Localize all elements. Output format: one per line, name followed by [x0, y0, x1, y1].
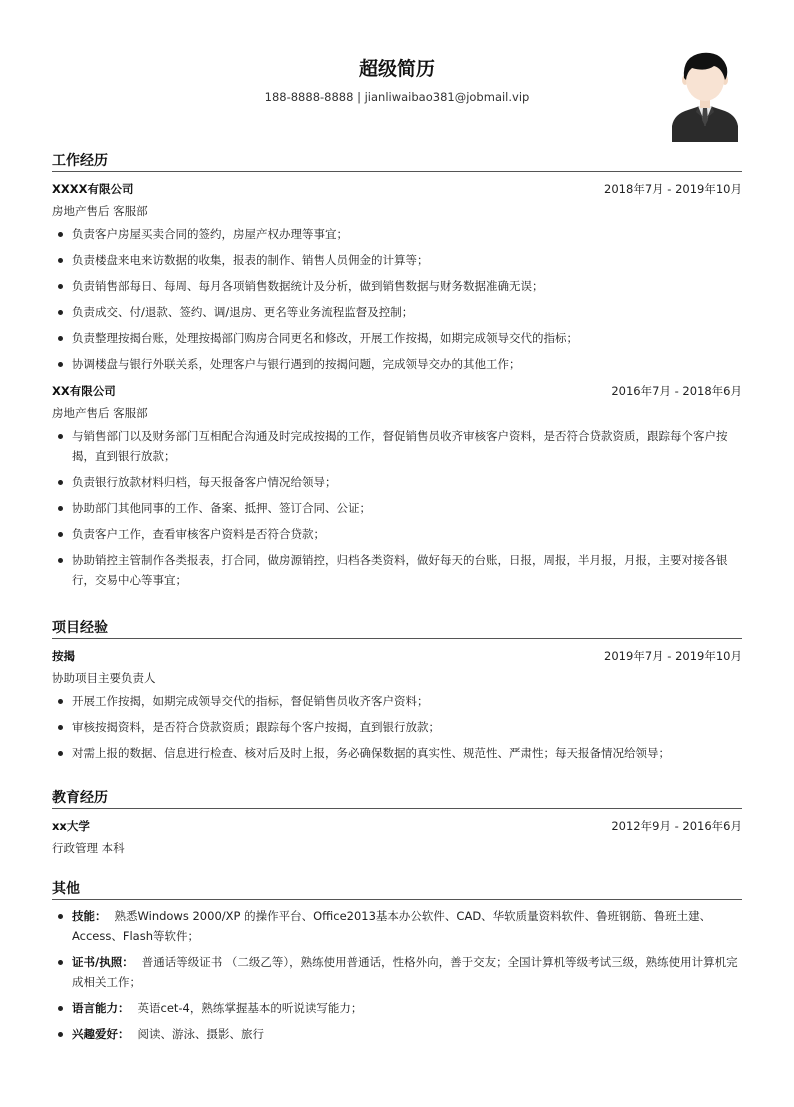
list-item	[52, 524, 742, 544]
duties-list	[52, 426, 742, 590]
list-item	[52, 354, 742, 374]
item-text: 对需上报的数据、信息进行检查、核对后及时上报，务必确保数据的真实性、规范性、严肃性；每天报备情况给领导；	[72, 746, 670, 760]
bullet-icon	[58, 336, 63, 341]
item-label: 兴趣爱好：	[72, 1027, 130, 1041]
item-text: 开展工作按揭，如期完成领导交代的指标，督促销售员收齐客户资料；	[72, 694, 429, 708]
date-range: 2012年9月 - 2016年6月	[611, 819, 742, 833]
item-label: 证书/执照：	[72, 955, 134, 969]
item-text: 英语cet-4，熟练掌握基本的听说读写能力；	[137, 1001, 363, 1015]
bullet-icon	[58, 232, 63, 237]
other-list	[52, 906, 742, 1044]
avatar	[670, 46, 740, 142]
item-label: 技能：	[72, 909, 107, 923]
section-title: 其他	[52, 878, 742, 900]
list-item	[52, 328, 742, 348]
item-text: 协助销控主管制作各类报表，打合同，做房源销控，归档各类资料，做好每天的台账，日报，周报，半月报，月报，主要对接各银行，交易中心等事宜；	[72, 553, 728, 587]
item-text: 普通话等级证书 （二级乙等），熟练使用普通话，性格外向，善于交友；全国计算机等级考试三级，熟练使用计算机完成相关工作；	[72, 955, 738, 989]
list-item	[52, 998, 742, 1018]
list-item	[52, 426, 742, 466]
company-name: XX有限公司	[52, 384, 116, 398]
item-text: 负责银行放款材料归档，每天报备客户情况给领导；	[72, 475, 337, 489]
bullet-icon	[58, 699, 63, 704]
bullet-icon	[58, 258, 63, 263]
date-range: 2019年7月 - 2019年10月	[604, 649, 742, 663]
bullet-icon	[58, 725, 63, 730]
other-section	[52, 878, 742, 1050]
list-item	[52, 302, 742, 322]
date-range: 2016年7月 - 2018年6月	[611, 384, 742, 398]
candidate-name: 超级简历	[358, 58, 435, 80]
item-text: 协助部门其他同事的工作、备案、抵押、签订合同、公证；	[72, 501, 371, 515]
work-experience-section	[52, 150, 742, 596]
section-title: 工作经历	[52, 150, 742, 172]
item-text: 负责楼盘来电来访数据的收集，报表的制作、销售人员佣金的计算等；	[72, 253, 429, 267]
company-name: XXXX有限公司	[52, 182, 134, 196]
project-role: 协助项目主要负责人	[52, 671, 156, 685]
list-item	[52, 224, 742, 244]
job-role: 房地产售后 客服部	[52, 204, 148, 218]
item-text: 熟悉Windows 2000/XP 的操作平台、Office2013基本办公软件、CAD、华软质量资料软件、鲁班钢筋、鲁班土建、Access、Flash等软件；	[72, 909, 712, 943]
item-text: 负责客户房屋买卖合同的签约，房屋产权办理等事宜；	[72, 227, 348, 241]
list-item	[52, 906, 742, 946]
bullet-icon	[58, 284, 63, 289]
bullet-icon	[58, 1032, 63, 1037]
bullet-icon	[58, 506, 63, 511]
education-section	[52, 787, 742, 861]
item-text: 审核按揭资料，是否符合贷款资质；跟踪每个客户按揭，直到银行放款；	[72, 720, 440, 734]
entry-header	[52, 645, 742, 667]
list-item	[52, 743, 742, 763]
list-item	[52, 276, 742, 296]
section-title: 教育经历	[52, 787, 742, 809]
item-text: 负责销售部每日、每周、每月各项销售数据统计及分析，做到销售数据与财务数据准确无误；	[72, 279, 544, 293]
resume-header	[52, 50, 742, 150]
item-text: 与销售部门以及财务部门互相配合沟通及时完成按揭的工作，督促销售员收齐审核客户资料，是否符合贷款资质，跟踪每个客户按揭，直到银行放款；	[72, 429, 728, 463]
list-item	[52, 498, 742, 518]
bullet-icon	[58, 310, 63, 315]
major-degree: 行政管理 本科	[52, 841, 125, 855]
item-text: 负责成交、付/退款、签约、调/退房、更名等业务流程监督及控制；	[72, 305, 414, 319]
entry-header	[52, 178, 742, 200]
item-text: 负责客户工作，查看审核客户资料是否符合贷款；	[72, 527, 325, 541]
bullet-icon	[58, 558, 63, 563]
school-name: xx大学	[52, 819, 90, 833]
duties-list	[52, 224, 742, 374]
item-text: 负责整理按揭台账，处理按揭部门购房合同更名和修改，开展工作按揭，如期完成领导交代的指标；	[72, 331, 578, 345]
entry-header	[52, 815, 742, 837]
list-item	[52, 952, 742, 992]
contact-info: 188-8888-8888 | jianliwaibao381@jobmail.vip	[264, 90, 530, 104]
list-item	[52, 250, 742, 270]
project-duties-list	[52, 691, 742, 763]
bullet-icon	[58, 362, 63, 367]
section-title: 项目经验	[52, 617, 742, 639]
date-range: 2018年7月 - 2019年10月	[604, 182, 742, 196]
bullet-icon	[58, 914, 63, 919]
list-item	[52, 691, 742, 711]
bullet-icon	[58, 960, 63, 965]
list-item	[52, 472, 742, 492]
project-experience-section	[52, 617, 742, 769]
item-text: 协调楼盘与银行外联关系，处理客户与银行遇到的按揭问题，完成领导交办的其他工作；	[72, 357, 521, 371]
job-role: 房地产售后 客服部	[52, 406, 148, 420]
item-label: 语言能力：	[72, 1001, 130, 1015]
entry-header	[52, 380, 742, 402]
project-name: 按揭	[52, 649, 75, 663]
bullet-icon	[58, 751, 63, 756]
bullet-icon	[58, 480, 63, 485]
bullet-icon	[58, 1006, 63, 1011]
bullet-icon	[58, 434, 63, 439]
list-item	[52, 1024, 742, 1044]
bullet-icon	[58, 532, 63, 537]
list-item	[52, 550, 742, 590]
list-item	[52, 717, 742, 737]
item-text: 阅读、游泳、摄影、旅行	[137, 1027, 264, 1041]
